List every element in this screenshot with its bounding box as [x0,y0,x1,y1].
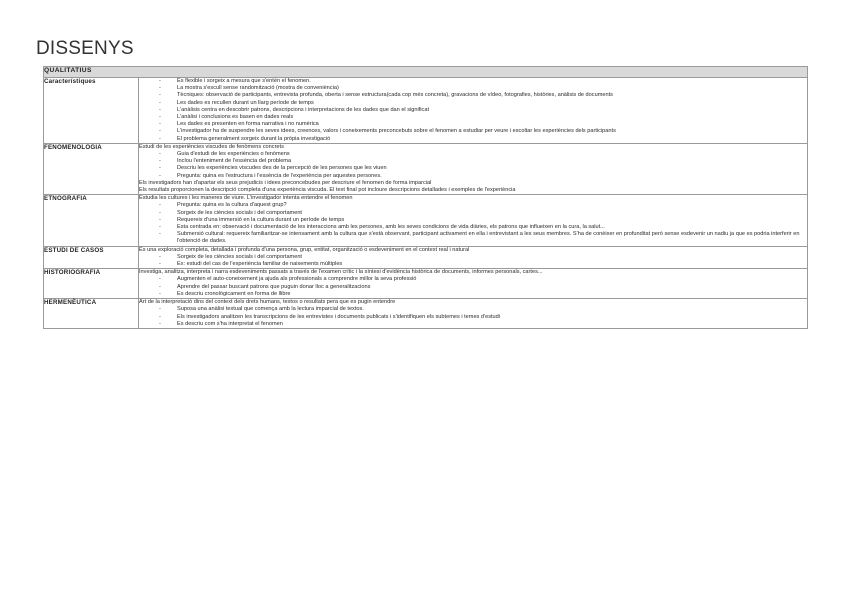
list-item: - És flexible i sorgeix a mesura que s'entén el fenomen. [159,78,807,85]
list-item: - La mostra s'escull sense randomització (mostra de conveniència) [159,85,807,92]
table-row [44,299,808,329]
row-label: ETNOGRAFIA [44,195,139,246]
row-description: Els investigadors han d'apartar els seus prejudicis i idees preconcebudes per descriure el fenomen de forma imparcial [139,179,432,186]
row-label: ESTUDI DE CASOS [44,246,139,269]
table-header-row [44,67,808,78]
list-item: - Pregunta: quina es la cultura d'aquest grup? [159,202,807,209]
list-item: - Sorgeix de les ciències socials i del comportament [159,254,807,261]
list-item: - Es descriu cronològicament en forma de llibre [159,291,807,298]
bullet-list [139,202,807,245]
row-description: Estudia les cultures i les maneres de viure. L'investigador intenta entendre el fenomen [139,195,353,202]
row-description: Investiga, analitza, interpreta i narra esdeveniments passats a través de l'examen crític i la síntesi d'evidència històrica de documents, informes personals, cartes... [139,269,543,276]
list-item: - Els investigadors analitzen les transcripcions de les entrevistes i documents publicats i s'identifiquen els subtemes i temes d'estudi [159,314,807,321]
list-item: - Submersió cultural: requereix familiaritzar-se intensament amb la cultura que s'està observant, participant activament en ella i entrevistant a les seus membres. S'ha de conèixer en profunditat però sense esdevenir un nadiu ja que es podria interferir en l'obtenció de dades. [159,231,807,245]
list-item: - Esta centrada en: observació i documentació de les interaccions amb les persones, amb les seves condicions de vida diàries, els patrons que influeixen en la cura, la salut... [159,224,807,231]
table-row [44,195,808,246]
row-description: Els resultats proporcionen la descripció completa d'una experiència viscuda. El text final pot incloure descripcions detallades i exemples de l'experiència [139,187,516,194]
table-row [44,143,808,194]
row-label: HERMENÈUTICA [44,299,139,329]
list-item: - L'anàlisi i conclusions es basen en dades reals [159,114,807,121]
designs-table [43,66,808,329]
row-label: FENOMENOLOGIA [44,143,139,194]
row-content [139,299,808,329]
list-item: - Es descriu com s'ha interpretat el fenomen [159,321,807,328]
list-item: - Augmenten el auto-coneixement ja ajuda als professionals a comprendre millor la seva professió [159,276,807,283]
bullet-list [139,306,807,328]
table-row [44,269,808,299]
list-item: - Descriu les experiències viscudes des de la percepció de les persones que les viuen [159,165,807,172]
list-item: - Sorgeix de les ciències socials i del comportament [159,210,807,217]
row-content [139,269,808,299]
table-header: QUALITATIUS [44,67,808,78]
list-item: - El problema generalment sorgeix durant la pròpia investigació [159,136,807,143]
list-item: - Guia d'estudi de les experiències o fenòmens [159,151,807,158]
list-item: - L'anàlisis centra en descobrir patrons, descripcions i interpretacions de les dades que dan el significat [159,107,807,114]
list-item: - Suposa una anàlisi textual que comença amb la lectura imparcial de textos. [159,306,807,313]
page-title: DISSENYS [36,38,134,59]
bullet-list [139,78,807,143]
row-description: Estudi de les experiències viscudes de fenòmens concrets [139,143,284,150]
row-description: És una exploració completa, detallada i profunda d'una persona, grup, entitat, organització o esdeveniment en el context real i natural [139,246,470,253]
row-label: Característiques [44,78,139,144]
row-label: HISTORIOGRAFIA [44,269,139,299]
list-item: - Requereix d'una immersió en la cultura durant un període de temps [159,217,807,224]
row-content [139,143,808,194]
row-content [139,195,808,246]
list-item: - L'investigador ha de suspendre les seves idees, creences, valors i coneixements preconcebuts sobre el fenomen a estudiar per veure i escoltar les experiències dels participants [159,128,807,135]
bullet-list [139,254,807,268]
list-item: - Aprendre del passar buscant patrons que puguin donar lloc a generalitzacions [159,284,807,291]
list-item: - Les dades es presenten en forma narrativa i no numèrica [159,121,807,128]
table-row [44,78,808,144]
bullet-list [139,151,807,180]
bullet-list [139,276,807,298]
list-item: - Inclou l'enteniment de l'essència del problema [159,158,807,165]
table-row [44,246,808,269]
row-content [139,246,808,269]
row-content [139,78,808,144]
list-item: - Ex: estudi del cas de l'experiència familiar de naixements múltiples [159,261,807,268]
list-item: - Les dades es recullen durant un llarg període de temps [159,100,807,107]
list-item: - Pregunta: quina es l'estructura i l'essència de l'experiència per aquestes persones. [159,173,807,180]
list-item: - Tècniques: observació de participants, entrevista profunda, oberta i sense estructura(cada cop més concreta), gravacions de vídeo, fotografies, històries, anàlisis de documents [159,92,807,99]
row-description: Art de la interpretació dins del context dels drets humans, textos o resultats pera que es pugin entendre [139,299,396,306]
